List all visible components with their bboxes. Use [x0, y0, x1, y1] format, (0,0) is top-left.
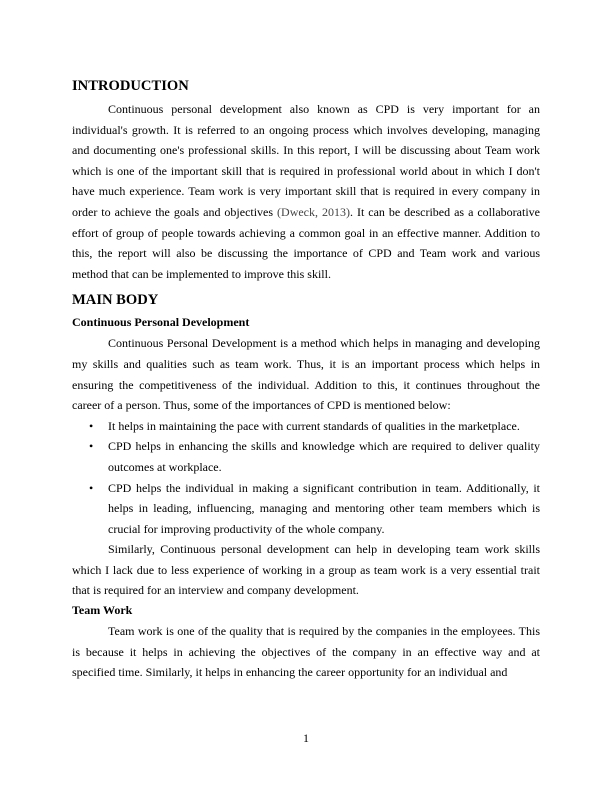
list-item-text: CPD helps in enhancing the skills and knowledge which are required to deliver quality outcomes at workplace.	[108, 439, 540, 474]
main-body-heading: MAIN BODY	[72, 292, 159, 309]
cpd-paragraph-1: Continuous Personal Development is a method which helps in managing and developing my skills and qualities such as team work. Thus, it is an important process which helps in ensuring the competitiveness of the individual. Addition to this, it continues throughout the career of a person. Thus, some of the importances of CPD is mentioned below:	[72, 336, 540, 413]
introduction-text-part-1: Continuous personal development also known as CPD is very important for an individual's growth. It is referred to an ongoing process which involves developing, managing and documenting one's professional skills. In this report, I will be discussing about Team work which is one of the important skill that is required in professional world about in which I don't have much experience. Team work is very important skill that is required in every company in order to achieve the goals and objectives	[72, 102, 540, 219]
bullet-icon: •	[89, 418, 94, 433]
introduction-heading: INTRODUCTION	[72, 78, 189, 94]
document-page	[72, 76, 540, 683]
team-work-paragraph-1: Team work is one of the quality that is required by the companies in the employees. This is because it helps in achieving the objectives of the company in an effective way and at specified time. Similarly, it helps in enhancing the career opportunity for an individual and	[72, 624, 540, 680]
list-item	[72, 416, 540, 437]
cpd-importance-list	[72, 416, 540, 540]
list-item	[72, 436, 540, 477]
list-item-text: It helps in maintaining the pace with current standards of qualities in the marketplace.	[108, 418, 520, 433]
citation-dweck-2013: (Dweck, 2013)	[277, 204, 350, 219]
introduction-text-part-2: . It can be described as a collaborative effort of group of people towards achieving a common goal in an effective manner. Addition to this, the report will also be discussing the importance of CPD and Team work and various method that can be implemented to improve this skill.	[72, 204, 540, 281]
bullet-icon: •	[89, 439, 94, 454]
cpd-paragraph-2: Similarly, Continuous personal development can help in developing team work skills which I lack due to less experience of working in a group as team work is a very essential trait that is required for an interview and company development.	[72, 542, 540, 598]
list-item-text: CPD helps the individual in making a significant contribution in team. Additionally, it helps in leading, influencing, managing and mentoring other team members which is crucial for improving productivity of the whole company.	[108, 480, 540, 536]
bullet-icon: •	[89, 480, 94, 495]
page-number: 1	[303, 731, 309, 745]
cpd-subheading: Continuous Personal Development	[72, 315, 250, 330]
list-item	[72, 478, 540, 540]
team-work-subheading: Team Work	[72, 603, 133, 618]
introduction-paragraph	[72, 99, 540, 284]
